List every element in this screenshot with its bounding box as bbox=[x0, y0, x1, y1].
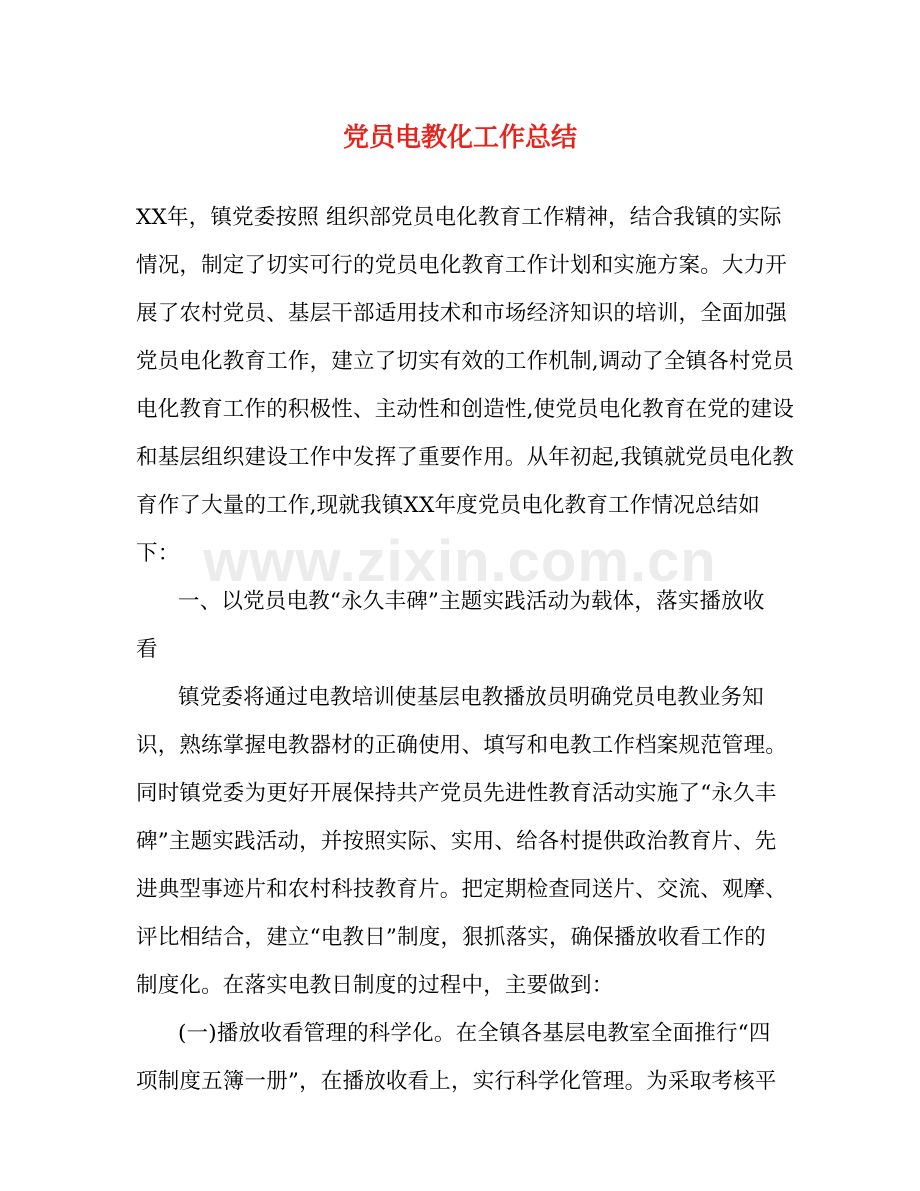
paragraph-line: 下： bbox=[136, 541, 180, 566]
watermark: www.zixin.com.cn bbox=[203, 529, 717, 594]
paragraph-line: 电化教育工作的积极性、主动性和创造性,使党员电化教育在党的建设 bbox=[136, 397, 795, 422]
section-heading-line: 看 bbox=[136, 637, 158, 662]
paragraph-line: 评比相结合，建立“电教日”制度，狠抓落实，确保播放收看工作的 bbox=[136, 925, 766, 950]
paragraph-line: 进典型事迹片和农村科技教育片。把定期检查同送片、交流、观摩、 bbox=[136, 877, 788, 902]
paragraph-line: 党员电化教育工作，建立了切实有效的工作机制,调动了全镇各村党员 bbox=[136, 349, 795, 374]
section-heading-line: 一、以党员电教“永久丰碑”主题实践活动为载体，落实播放收 bbox=[178, 589, 765, 614]
paragraph-line: 情况，制定了切实可行的党员电化教育工作计划和实施方案。大力开 bbox=[136, 253, 788, 278]
document-title: 党员电教化工作总结 bbox=[342, 123, 577, 153]
paragraph-line: 碑”主题实践活动，并按照实际、实用、给各村提供政治教育片、先 bbox=[136, 829, 777, 854]
paragraph-line: 镇党委将通过电教培训使基层电教播放员明确党员电教业务知 bbox=[178, 685, 764, 710]
paragraph-line: 育作了大量的工作,现就我镇XX年度党员电化教育工作情况总结如 bbox=[136, 493, 760, 518]
paragraph-line: (一)播放收看管理的科学化。在全镇各基层电教室全面推行“四 bbox=[178, 1021, 771, 1046]
paragraph-line: 识，熟练掌握电教器材的正确使用、填写和电教工作档案规范管理。 bbox=[136, 733, 788, 758]
paragraph-line: 项制度五簿一册”，在播放收看上，实行科学化管理。为采取考核平 bbox=[136, 1069, 777, 1094]
paragraph-line: 同时镇党委为更好开展保持共产党员先进性教育活动实施了“永久丰 bbox=[136, 781, 777, 806]
paragraph-line: 展了农村党员、基层干部适用技术和市场经济知识的培训，全面加强 bbox=[136, 301, 788, 326]
paragraph-line: 和基层组织建设工作中发挥了重要作用。从年初起,我镇就党员电化教 bbox=[136, 445, 795, 470]
paragraph-line: XX年，镇党委按照 组织部党员电化教育工作精神，结合我镇的实际 bbox=[136, 205, 782, 230]
paragraph-line: 制度化。在落实电教日制度的过程中，主要做到： bbox=[136, 973, 614, 998]
